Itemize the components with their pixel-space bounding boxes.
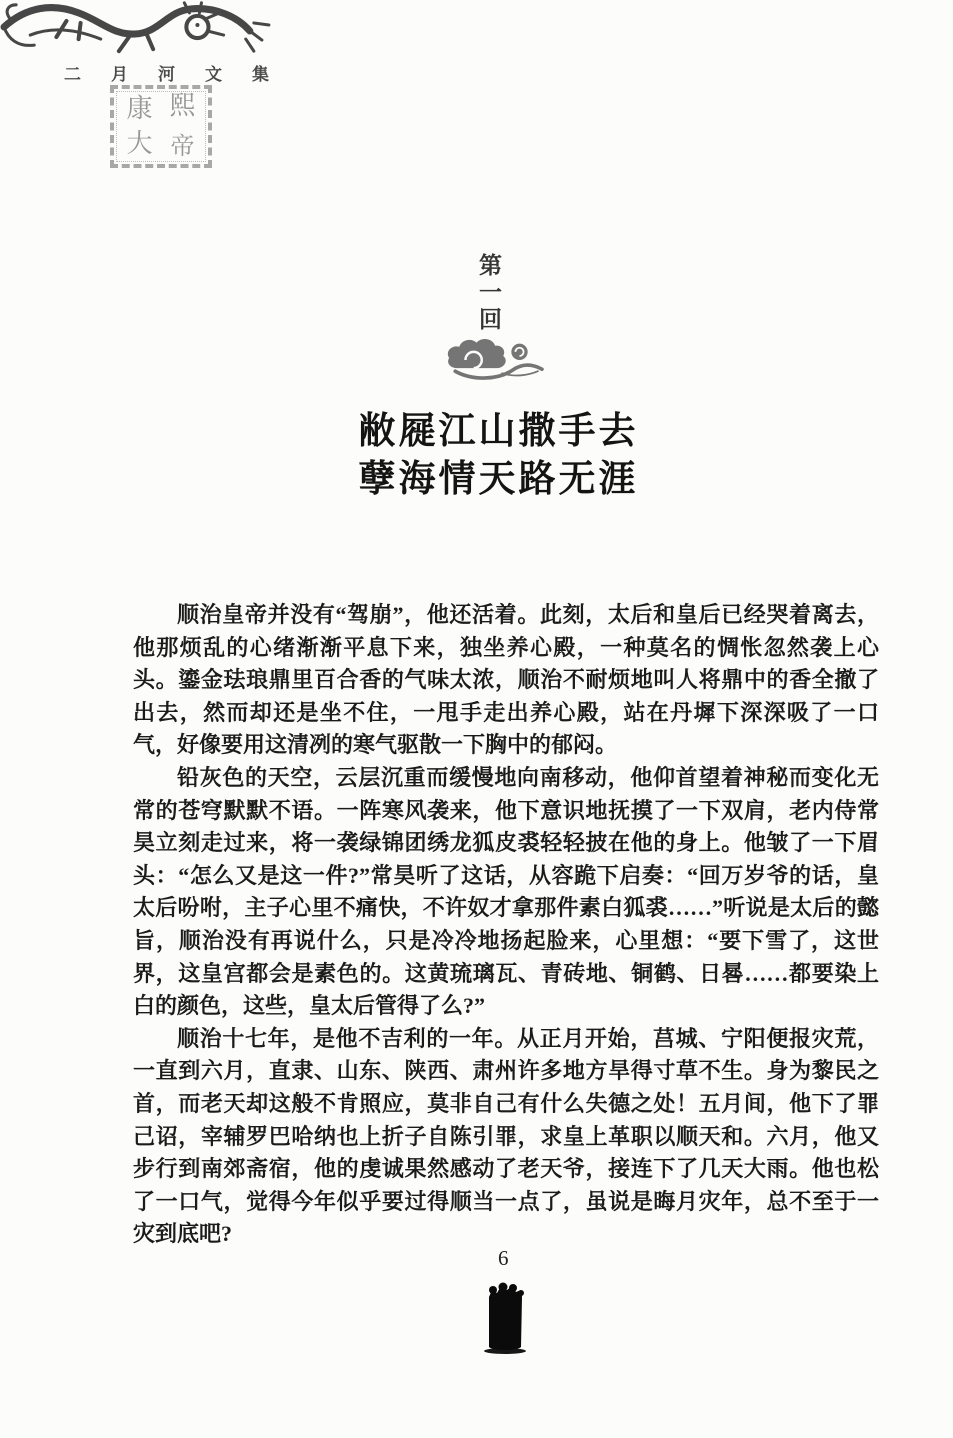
chapter-marker-char: 第 — [479, 253, 502, 278]
chapter-title-line-2: 孽海情天路无涯 — [358, 459, 639, 500]
chapter-title-line-1: 敝屣江山撒手去 — [358, 411, 639, 452]
seal-stamp — [110, 85, 212, 168]
cloud-ornament-icon — [443, 337, 545, 383]
chapter-marker — [14, 252, 953, 333]
seal-char: 帝 — [170, 134, 195, 161]
seal-char: 大 — [126, 129, 153, 159]
paragraph-1: 顺治皇帝并没有“驾崩”，他还活着。此刻，太后和皇后已经哭着离去，他那烦乱的心绪渐渐平息下来，独坐养心殿，一种莫名的惆怅忽然袭上心头。鎏金珐琅鼎里百合香的气味太浓，顺治不耐烦地叫人将鼎中的香全撤了出去，然而却还是坐不住，一甩手走出养心殿，站在丹墀下深深吸了一口气，好像要用这清冽的寒气驱散一下胸中的郁闷。 — [133, 602, 879, 758]
ink-pillar-icon — [481, 1281, 529, 1355]
dragon-icon — [0, 0, 274, 60]
body-text — [133, 599, 879, 1251]
chapter-title — [22, 408, 953, 504]
collection-title: 二月河文集 — [64, 65, 299, 84]
chapter-marker-char: 回 — [479, 307, 502, 332]
seal-char: 熙 — [169, 90, 196, 120]
paragraph-2: 铅灰色的天空，云层沉重而缓慢地向南移动，他仰首望着神秘而变化无常的苍穹默默不语。一阵寒风袭来，他下意识地抚摸了一下双肩，老内侍常昊立刻走过来，将一袭绿锦团绣龙狐皮裘轻轻披在他的身上。他皱了一下眉头：“怎么又是这一件?”常昊听了这话，从容跪下启奏：“回万岁爷的话，皇太后吩咐，主子心里不痛快，不许奴才拿那件素白狐裘……”听说是太后的懿旨，顺治没有再说什么，只是冷冷地扬起脸来，心里想：“要下雪了，这世界，这皇宫都会是素色的。这黄琉璃瓦、青砖地、铜鹤、日晷……都要染上白的颜色，这些，皇太后管得了么?” — [133, 764, 879, 1019]
paragraph-3: 顺治十七年，是他不吉利的一年。从正月开始，莒城、宁阳便报灾荒，一直到六月，直隶、山东、陕西、肃州许多地方旱得寸草不生。身为黎民之首，而老天却这般不肯照应，莫非自己有什么失德之处！五月间，他下了罪己诏，宰辅罗巴哈纳也上折子自陈引罪，求皇上革职以顺天和。六月，他又步行到南郊斋宿，他的虔诚果然感动了老天爷，接连下了几天大雨。他也松了一口气，觉得今年似乎要过得顺当一点了，虽说是晦月灾年，总不至于一灾到底吧? — [133, 1025, 879, 1247]
chapter-marker-char: 一 — [479, 280, 502, 305]
page-number: 6 — [498, 1246, 509, 1270]
seal-char: 康 — [126, 93, 153, 123]
